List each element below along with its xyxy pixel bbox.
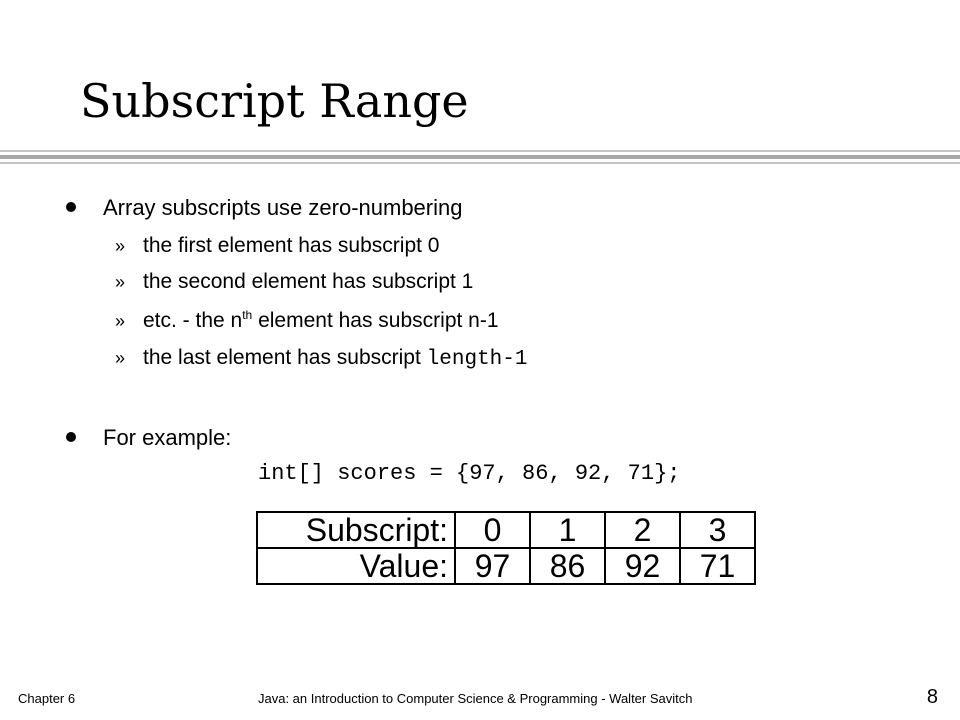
- sub-bullet-text: the first element has subscript 0: [143, 234, 440, 257]
- title-divider-bottom: [0, 162, 960, 164]
- bullet-text: Array subscripts use zero-numbering: [103, 195, 463, 220]
- sub-bullet-text: etc. - the n: [143, 309, 243, 332]
- sub-bullet-text: element has subscript n-1: [252, 309, 499, 332]
- row-label: Value:: [257, 548, 455, 584]
- array-table: [256, 511, 756, 585]
- value-cell: 86: [530, 548, 605, 584]
- superscript: th: [242, 308, 253, 322]
- slide-title: Subscript Range: [80, 74, 469, 128]
- title-divider-middle: [0, 155, 960, 159]
- sub-bullet: [115, 234, 439, 258]
- sub-bullet: [115, 308, 499, 333]
- bullet-dot-icon: [66, 202, 76, 214]
- subscript-cell: 0: [455, 512, 530, 548]
- inline-code: length-1: [426, 348, 528, 371]
- chevron-right-icon: »: [115, 348, 126, 368]
- bullet-text: For example:: [103, 425, 232, 450]
- page-number: 8: [926, 686, 938, 708]
- chevron-right-icon: »: [115, 311, 126, 331]
- bullet-dot-icon: [66, 432, 76, 444]
- subscript-cell: 3: [680, 512, 755, 548]
- value-cell: 92: [605, 548, 680, 584]
- sub-bullet-text: the last element has subscript: [143, 346, 427, 369]
- chevron-right-icon: »: [115, 272, 126, 292]
- chevron-right-icon: »: [115, 236, 126, 256]
- sub-bullet: [115, 346, 527, 371]
- sub-bullet: [115, 270, 473, 294]
- value-cell: 71: [680, 548, 755, 584]
- subscript-cell: 1: [530, 512, 605, 548]
- footer-course: Java: an Introduction to Computer Science & Programming - Walter Savitch: [258, 691, 693, 706]
- subscript-cell: 2: [605, 512, 680, 548]
- table-row: [257, 548, 755, 584]
- code-example: int[] scores = {97, 86, 92, 71};: [258, 461, 681, 486]
- footer-chapter: Chapter 6: [18, 691, 76, 706]
- row-label: Subscript:: [257, 512, 455, 548]
- sub-bullet-text: the second element has subscript 1: [143, 270, 474, 293]
- title-divider-top: [0, 150, 960, 152]
- value-cell: 97: [455, 548, 530, 584]
- table-row: [257, 512, 755, 548]
